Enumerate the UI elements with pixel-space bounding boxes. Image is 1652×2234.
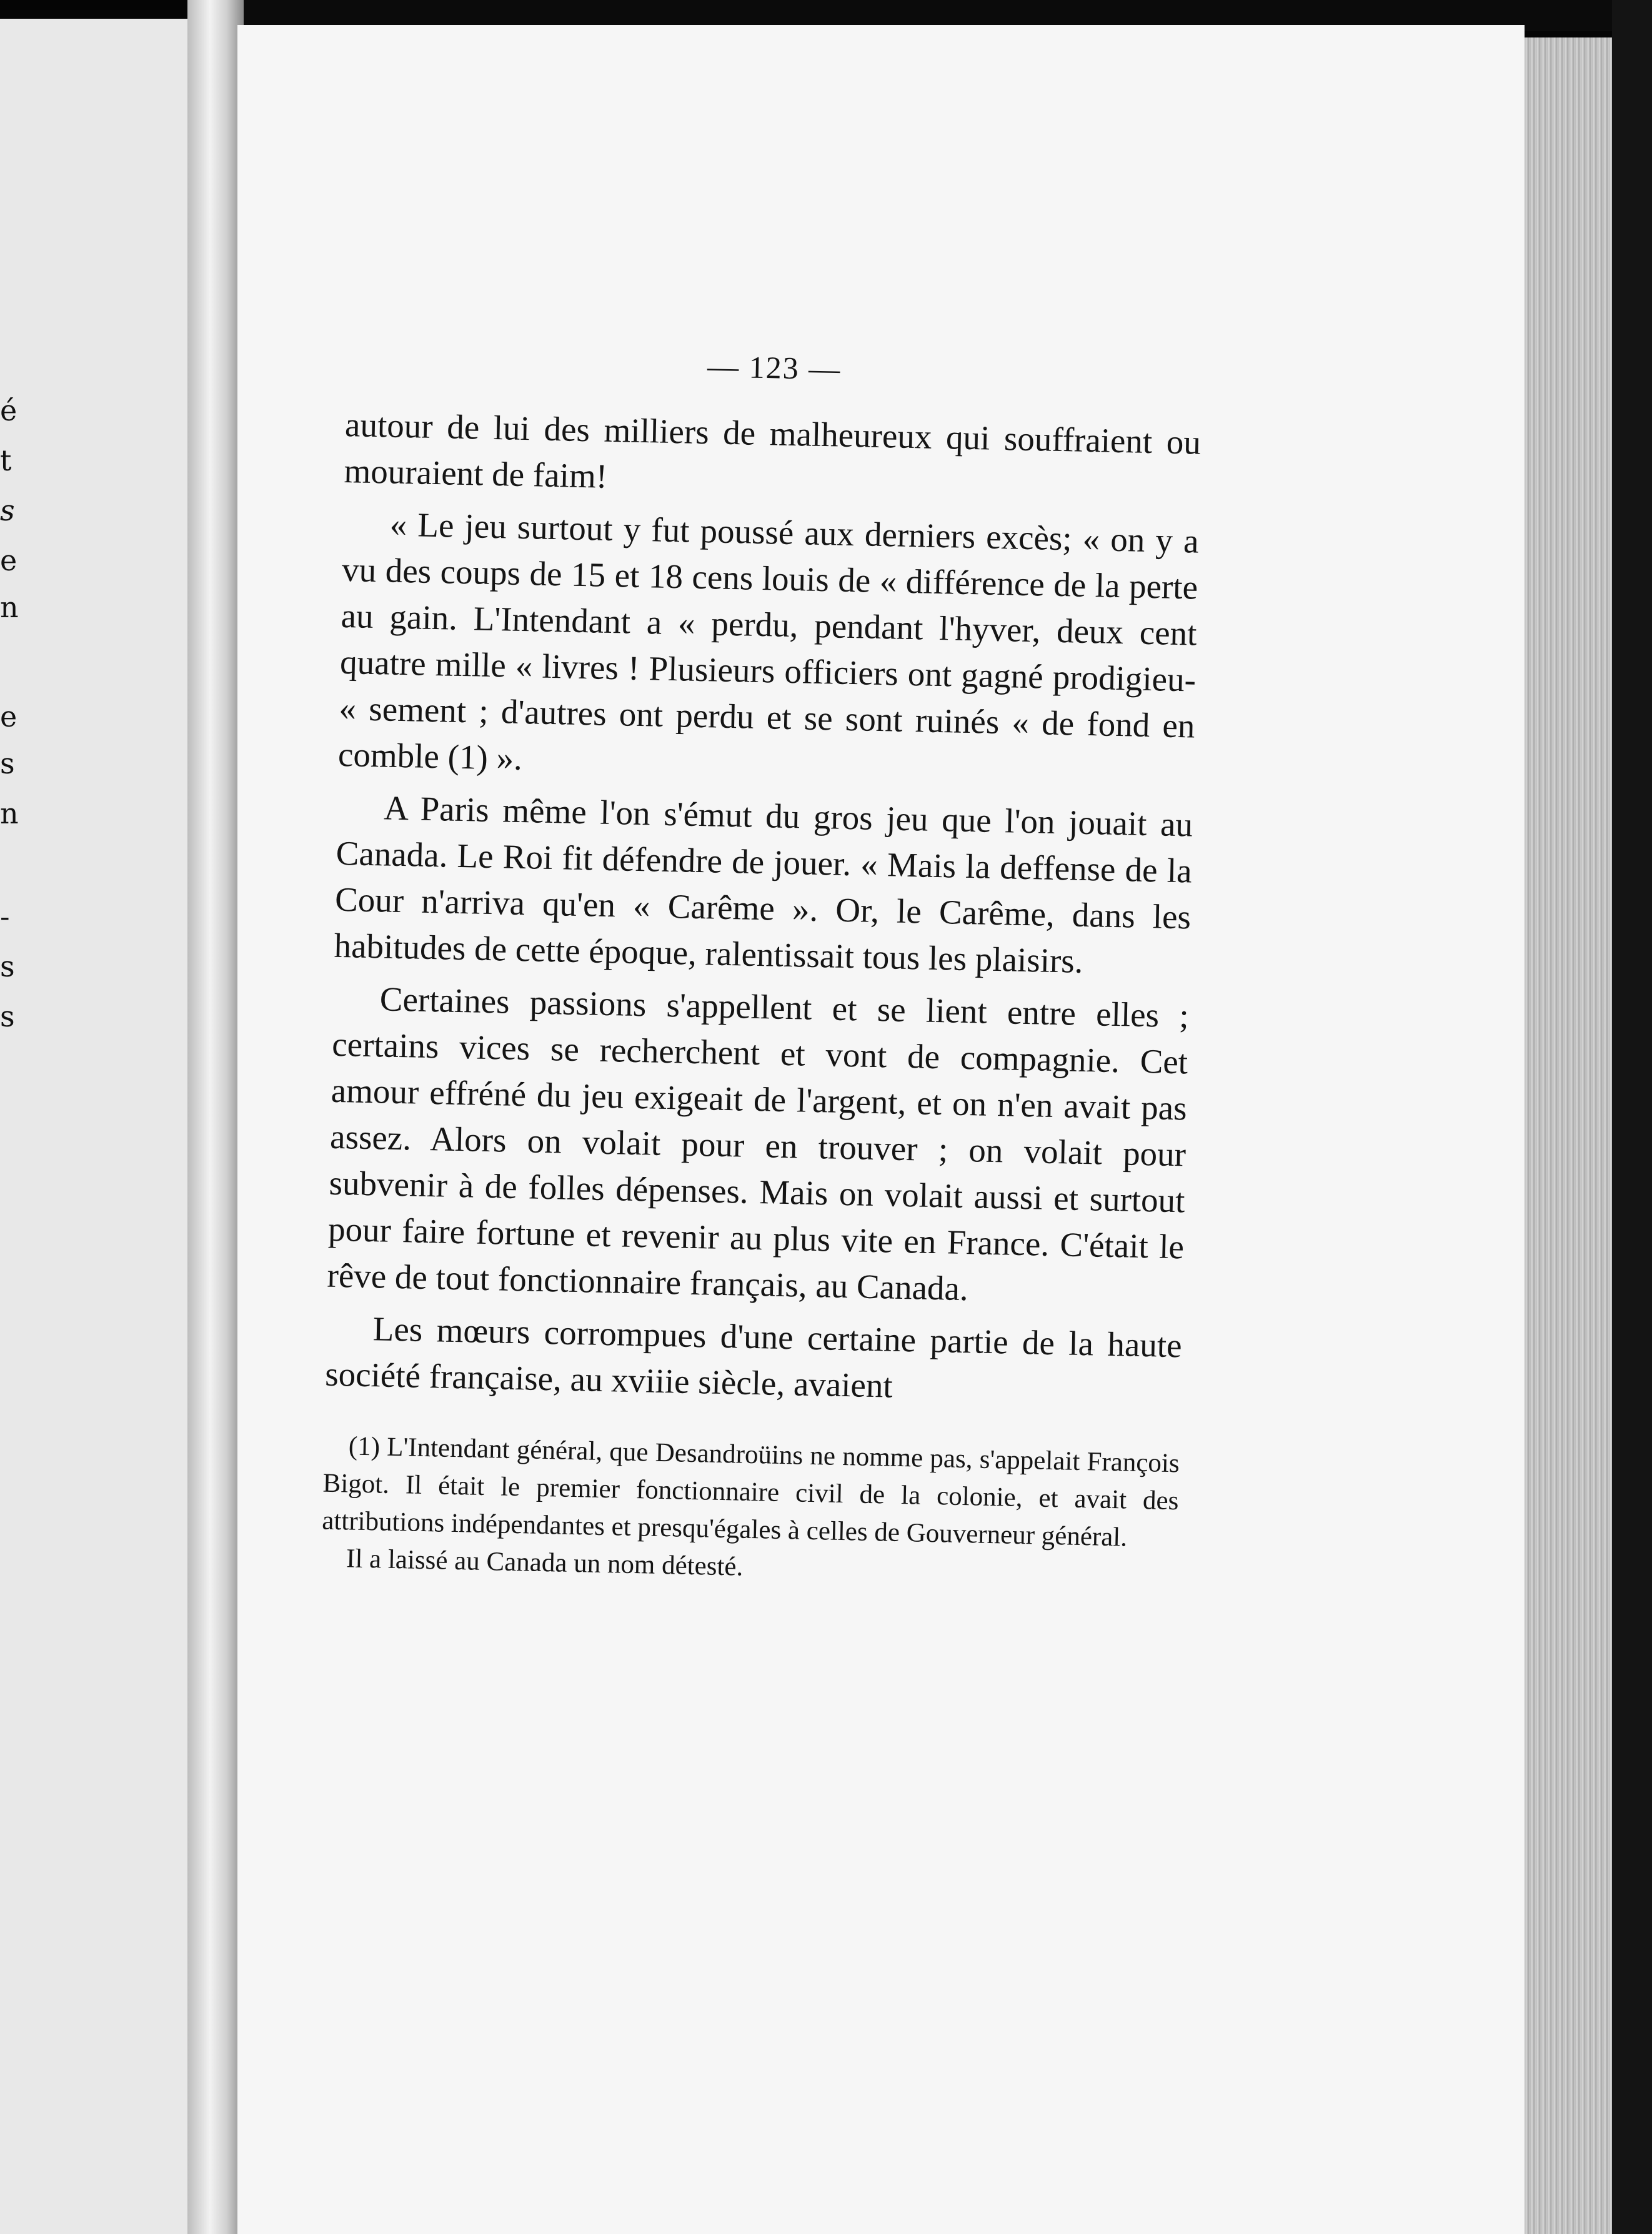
prev-page-fragment: é	[0, 394, 17, 427]
book-binding	[187, 0, 244, 2234]
prev-page-fragment: s	[0, 747, 15, 780]
footnote-last-line: Il a laissé au Canada un nom détesté.	[346, 1544, 744, 1582]
prev-page-fragment: e	[0, 700, 17, 733]
prev-page-fragment: s	[0, 950, 15, 983]
prev-page-fragment: n	[0, 590, 19, 624]
prev-page-fragment: s	[0, 494, 15, 527]
paragraph: autour de lui des milliers de malheureux qui souffraient ou mouraient de faim!	[343, 405, 1202, 495]
prev-page-fragment: e	[0, 544, 17, 577]
scan-background-right	[1612, 0, 1652, 2234]
prev-page-fragment: s	[0, 1000, 15, 1033]
prev-page-fragment: n	[0, 797, 19, 830]
prev-page-fragment: t	[0, 444, 12, 477]
prev-page-fragment: -	[0, 900, 10, 933]
paragraph: Les mœurs corrompues d'une certaine partie de la haute société française, au xviiie siècle, avaient	[324, 1309, 1183, 1405]
page-number: — 123 —	[707, 349, 842, 387]
paragraph: A Paris même l'on s'émut du gros jeu que l'on jouait au Canada. Le Roi fit défendre de jouer. « Mais la deffense de la Cour n'arriva qu'en « Carême ». Or, le Carême, dans les habitudes de cette époque, ralentissait tous les plaisirs.	[334, 788, 1193, 980]
footnote	[321, 1427, 1180, 1596]
footnote-text: (1) L'Intendant général, que Desandroüins ne nomme pas, s'appelait François Bigot. Il était le premier fonctionnaire civil de la colonie, et avait des attributions indépendantes et presqu'égales à celles de Gouverneur général.	[321, 1431, 1180, 1552]
paragraph: « Le jeu surtout y fut poussé aux derniers excès; « on y a vu des coups de 15 et 18 cens louis de « différence de la perte au gain. L'Intendant a « perdu, pendant l'hyver, deux cent quatre mille « livres ! Plusieurs officiers ont gagné prodigieu- « sement ; d'autres ont perdu et se sont ruinés « de fond en comble (1) ».	[337, 505, 1200, 778]
paragraph: Certaines passions s'appellent et se lient entre elles ; certains vices se recherchent et vont de compagnie. Cet amour effréné du jeu exigeait de l'argent, et on n'en avait pas assez. Alors on volait pour en trouver ; on volait pour subvenir à de folles dépenses. Mais on volait aussi et surtout pour faire fortune et revenir au plus vite en France. C'était le rêve de tout fonctionnaire français, au Canada.	[327, 980, 1190, 1308]
page-content	[321, 340, 1203, 1595]
